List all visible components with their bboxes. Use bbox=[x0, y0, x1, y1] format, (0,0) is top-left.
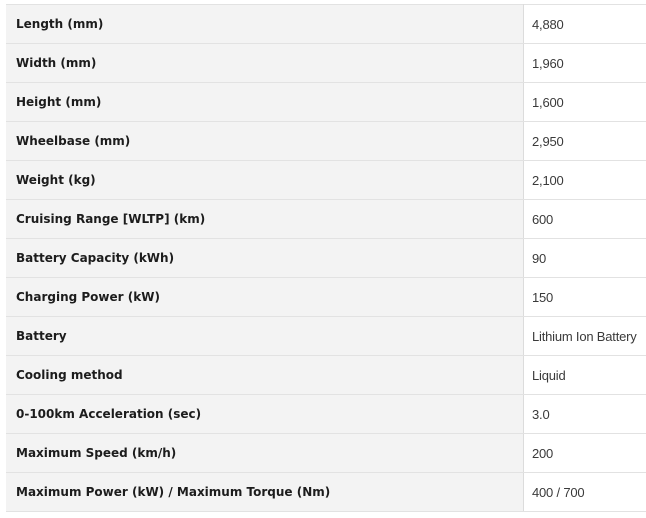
spec-value: 3.0 bbox=[524, 395, 646, 434]
spec-label: Height (mm) bbox=[6, 83, 524, 122]
spec-value: 2,100 bbox=[524, 161, 646, 200]
spec-value: 2,950 bbox=[524, 122, 646, 161]
specifications-table bbox=[6, 4, 646, 512]
spec-label: Weight (kg) bbox=[6, 161, 524, 200]
spec-label: Cooling method bbox=[6, 356, 524, 395]
table-row bbox=[6, 317, 646, 356]
spec-value: 90 bbox=[524, 239, 646, 278]
spec-label: Wheelbase (mm) bbox=[6, 122, 524, 161]
table-row bbox=[6, 278, 646, 317]
spec-value: 200 bbox=[524, 434, 646, 473]
table-row bbox=[6, 83, 646, 122]
table-row bbox=[6, 161, 646, 200]
table-row bbox=[6, 122, 646, 161]
table-row bbox=[6, 473, 646, 512]
spec-label: Battery bbox=[6, 317, 524, 356]
spec-value: 1,600 bbox=[524, 83, 646, 122]
spec-label: Maximum Power (kW) / Maximum Torque (Nm) bbox=[6, 473, 524, 512]
spec-label: Width (mm) bbox=[6, 44, 524, 83]
spec-value: 600 bbox=[524, 200, 646, 239]
spec-value: 150 bbox=[524, 278, 646, 317]
spec-label: Cruising Range [WLTP] (km) bbox=[6, 200, 524, 239]
spec-label: Charging Power (kW) bbox=[6, 278, 524, 317]
table-row bbox=[6, 44, 646, 83]
spec-label: Battery Capacity (kWh) bbox=[6, 239, 524, 278]
table-row bbox=[6, 434, 646, 473]
spec-label: Length (mm) bbox=[6, 5, 524, 44]
table-row bbox=[6, 200, 646, 239]
table-row bbox=[6, 239, 646, 278]
spec-label: 0-100km Acceleration (sec) bbox=[6, 395, 524, 434]
spec-value: 400 / 700 bbox=[524, 473, 646, 512]
spec-value: 4,880 bbox=[524, 5, 646, 44]
spec-value: Lithium Ion Battery bbox=[524, 317, 646, 356]
spec-value: Liquid bbox=[524, 356, 646, 395]
table-row bbox=[6, 5, 646, 44]
spec-value: 1,960 bbox=[524, 44, 646, 83]
spec-label: Maximum Speed (km/h) bbox=[6, 434, 524, 473]
table-row bbox=[6, 395, 646, 434]
table-row bbox=[6, 356, 646, 395]
